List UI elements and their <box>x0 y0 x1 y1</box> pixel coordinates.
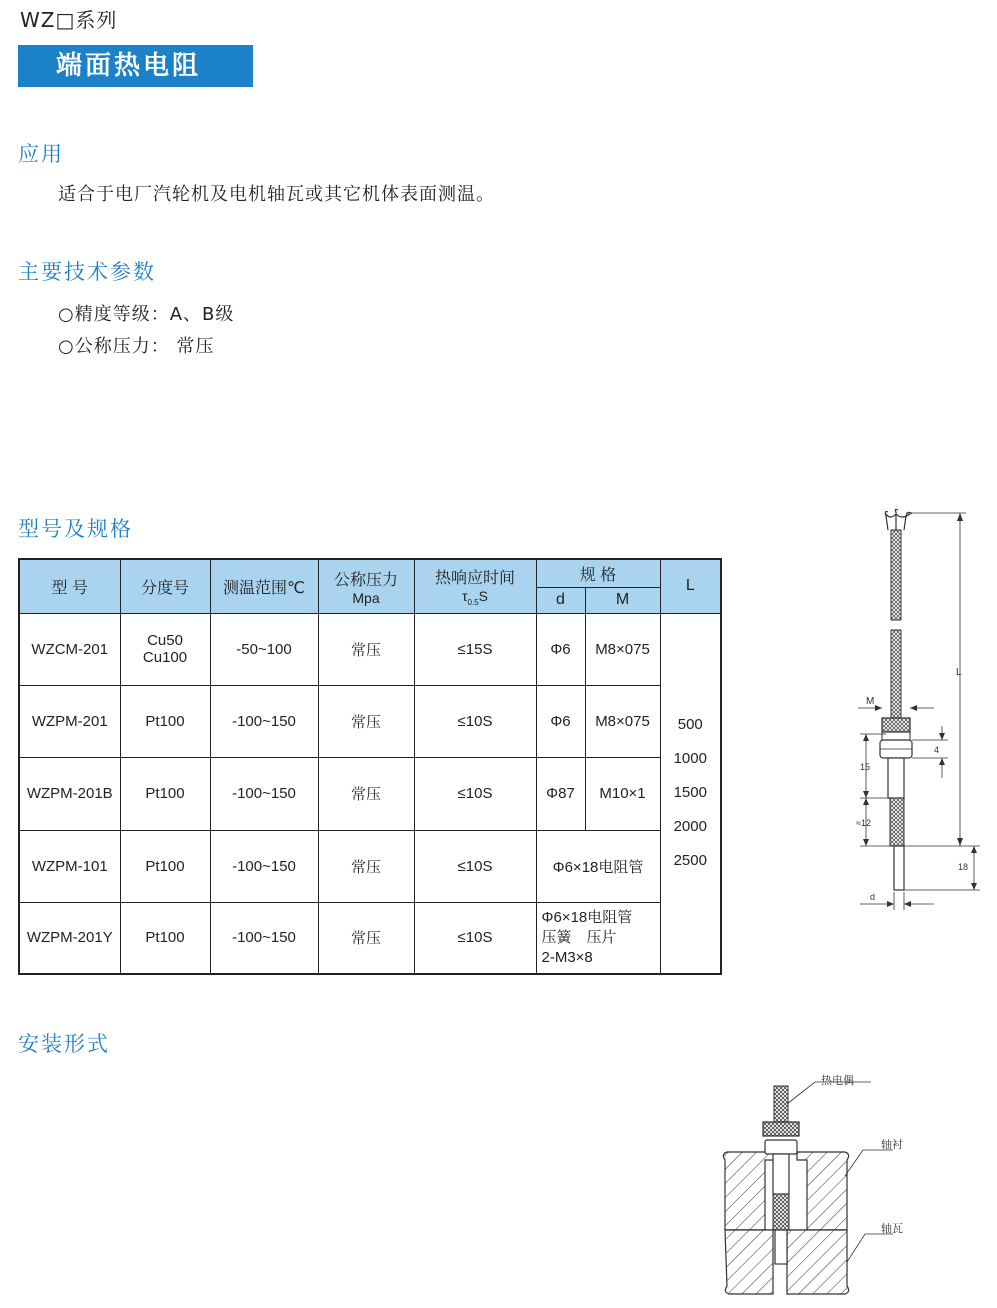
label-bearing: 轴瓦 <box>881 1223 903 1235</box>
cell-range: -100~150 <box>210 902 318 974</box>
cell-range: -50~100 <box>210 613 318 685</box>
install-hex-nut-icon <box>765 1140 797 1154</box>
lead-wires-icon <box>885 509 912 530</box>
product-title-banner: 端面热电阻 <box>18 45 253 87</box>
bushing-left-icon <box>723 1152 775 1230</box>
graduation-line: Cu100 <box>142 649 188 666</box>
cell-model: WZPM-201 <box>19 685 120 757</box>
cell-pressure: 常压 <box>318 757 414 830</box>
cell-response: ≤10S <box>414 757 536 830</box>
cell-pressure: 常压 <box>318 830 414 902</box>
cell-graduation <box>120 613 210 685</box>
cell-model: WZPM-201B <box>19 757 120 830</box>
cell-pressure: 常压 <box>318 902 414 974</box>
cell-spec <box>536 902 660 974</box>
col-header-spec-m: M <box>585 587 660 613</box>
cell-model: WZCM-201 <box>19 613 120 685</box>
col-header-range: 测温范围℃ <box>210 559 318 613</box>
cell-d: Φ6 <box>536 613 585 685</box>
cell-range: -100~150 <box>210 685 318 757</box>
cell-pressure: 常压 <box>318 613 414 685</box>
col-header-pressure <box>318 559 414 613</box>
dim-label-15: 15 <box>860 762 871 772</box>
label-thermocouple: 热电偶 <box>821 1075 854 1087</box>
application-text: 适合于电厂汽轮机及电机轴瓦或其它机体表面测温。 <box>58 184 495 205</box>
table-row <box>19 685 721 757</box>
dim-label-L: L <box>956 667 962 678</box>
spec-line: 压簧 压片 <box>541 928 617 946</box>
params-heading: 主要技术参数 <box>18 260 156 284</box>
pressure-label: 公称压力 <box>333 571 398 589</box>
cell-pressure: 常压 <box>318 685 414 757</box>
cell-range: -100~150 <box>210 830 318 902</box>
cell-model: WZPM-201Y <box>19 902 120 974</box>
spec-table <box>18 558 722 975</box>
dim-label-12: ≈12 <box>856 818 871 828</box>
bushing-right-icon <box>797 1152 849 1230</box>
cell-graduation: Pt100 <box>120 830 210 902</box>
dim-label-d: d <box>870 892 876 902</box>
length-value: 500 <box>677 716 703 734</box>
thread-icon <box>890 798 904 846</box>
cell-graduation: Pt100 <box>120 757 210 830</box>
knurled-nut-icon <box>882 718 910 732</box>
spec-line: Φ6×18电阻管 <box>541 908 633 926</box>
cell-response: ≤10S <box>414 685 536 757</box>
table-row <box>19 902 721 974</box>
table-row <box>19 613 721 685</box>
installation-drawing <box>715 1066 915 1302</box>
thermocouple-cable-icon <box>774 1086 788 1122</box>
param-accuracy: ○精度等级：A、B级 <box>58 304 235 325</box>
cell-lengths <box>660 613 721 974</box>
cell-m: M10×1 <box>585 757 660 830</box>
response-label: 热响应时间 <box>434 570 515 588</box>
dim-label-18: 18 <box>958 862 969 872</box>
cell-graduation: Pt100 <box>120 902 210 974</box>
cable-lower-icon <box>891 630 901 718</box>
col-header-response <box>414 559 536 613</box>
length-value: 2500 <box>673 852 707 870</box>
probe-tip-icon <box>894 846 904 890</box>
pressure-unit: Mpa <box>352 589 380 606</box>
cell-model: WZPM-101 <box>19 830 120 902</box>
dim-label-4: 4 <box>934 745 940 755</box>
install-body-icon <box>773 1154 789 1194</box>
application-heading: 应用 <box>18 142 64 166</box>
label-bushing: 轴衬 <box>881 1139 903 1151</box>
bearing-left-icon <box>725 1230 773 1294</box>
cell-m: M8×075 <box>585 613 660 685</box>
sensor-body-icon <box>888 758 904 798</box>
cell-response: ≤10S <box>414 830 536 902</box>
series-label: WZ□系列 <box>20 8 118 32</box>
col-header-graduation: 分度号 <box>120 559 210 613</box>
table-row <box>19 757 721 830</box>
cell-response: ≤15S <box>414 613 536 685</box>
length-value: 2000 <box>673 818 707 836</box>
param-pressure: ○公称压力： 常压 <box>58 336 215 357</box>
tau-symbol: τ <box>462 588 468 605</box>
cell-d: Φ6 <box>536 685 585 757</box>
cell-graduation: Pt100 <box>120 685 210 757</box>
sensor-dimension-drawing <box>830 500 990 920</box>
table-row <box>19 830 721 902</box>
col-header-spec: 规 格 <box>536 559 660 587</box>
cell-spec: Φ6×18电阻管 <box>536 830 660 902</box>
dim-label-M: M <box>866 696 875 707</box>
graduation-line: Cu50 <box>147 632 183 649</box>
cable-upper-icon <box>891 530 901 620</box>
install-thread-icon <box>773 1194 789 1230</box>
cell-d: Φ87 <box>536 757 585 830</box>
cell-range: -100~150 <box>210 757 318 830</box>
response-symbol <box>415 588 536 607</box>
bearing-right-icon <box>787 1230 849 1294</box>
col-header-model: 型 号 <box>19 559 120 613</box>
tau-subscript: 0.5 <box>467 598 479 608</box>
length-value: 1000 <box>673 750 707 768</box>
col-header-length: L <box>660 559 721 613</box>
cell-m: M8×075 <box>585 685 660 757</box>
length-value: 1500 <box>673 784 707 802</box>
tau-unit: S <box>478 588 488 605</box>
spec-line: 2-M3×8 <box>541 948 593 966</box>
col-header-spec-d: d <box>536 587 585 613</box>
install-probe-icon <box>775 1230 787 1264</box>
models-heading: 型号及规格 <box>18 517 133 541</box>
installation-heading: 安装形式 <box>18 1032 110 1056</box>
cell-response: ≤10S <box>414 902 536 974</box>
install-knurled-nut-icon <box>763 1122 799 1136</box>
